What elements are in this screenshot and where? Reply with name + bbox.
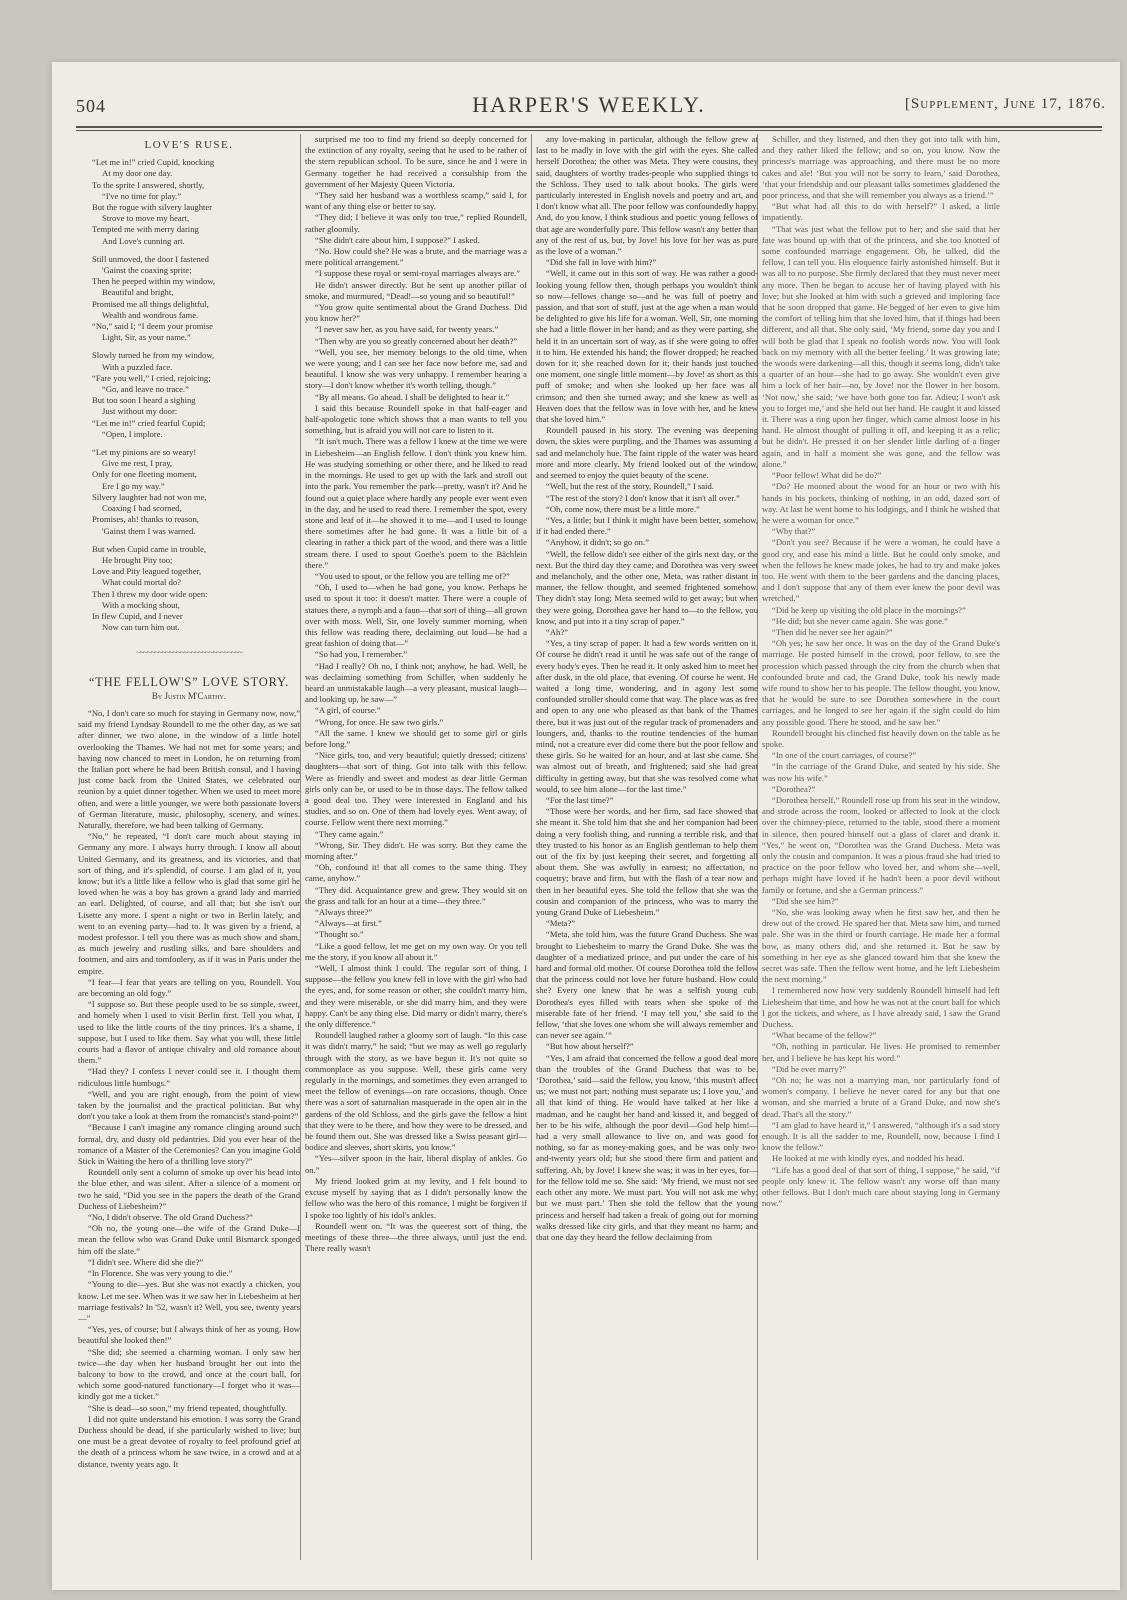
- poem-line: Coaxing I had scorned,: [102, 503, 182, 514]
- column-3: [536, 134, 758, 1572]
- article-paragraph: “You grow quite sentimental about the Grand Duchess. Did you know her?”: [305, 302, 527, 324]
- page-number: 504: [76, 96, 106, 116]
- poem-line: Then I threw my door wide open:: [92, 588, 208, 599]
- article-paragraph: “So had you, I remember.”: [315, 649, 408, 660]
- article-paragraph: I remembered now how very suddenly Roundell himself had left Liebesheim that time, and how he was not at the court ball for which I got the tickets, and where, as I have already said, I saw the Grand Duchess.: [762, 985, 1000, 1030]
- article-paragraph: “Yes, a little; but I think it might have been better, somehow, if it had ended there.”: [536, 514, 758, 537]
- poem-line: “Fare you well,” I cried, rejoicing;: [92, 372, 211, 383]
- column-divider: [531, 134, 532, 1560]
- article-paragraph: “Had I really? Oh no, I think not; anyhow, he had. Well, he was declaiming something from Schiller, when suddenly he heard an unmistakable laugh—a very pleasant, musical laugh—and looking up, he saw—”: [305, 660, 527, 705]
- poem-stanza: [92, 447, 300, 537]
- article-paragraph: “Yes, a tiny scrap of paper. It had a few words written on it. Of course he didn't read it until he was safe out of the range of every body's eyes. Then he read it. It only asked him to meet her after dusk, in the old place, that evening. Of course he went. He waited a long time, wondering, and in agony lest some confounded stroller should come that way. The place was as free and open to any one who pleased as that bank of the Thames there, but it was just out of the regular track of promenaders and loungers, and, thanks to the routine tendencies of the human mind, not a creature ever did come there but the poor fellow and these girls. So he waited for an hour, and at last she came. She was almost out of breath, and frightened; said she had great difficulty in getting away, but that she was resolved come what would, to see him alone—for the last time.”: [536, 638, 758, 794]
- article-paragraph: “He did; but she never came again. She was gone.”: [772, 615, 948, 626]
- poem-line: In flew Cupid, and I never: [92, 610, 183, 621]
- poem-line: Wealth and wondrous fame.: [102, 309, 199, 320]
- article-paragraph: “Oh no; he was not a marrying man, nor particularly fond of women's company. I believe he never cared for any but that one woman, and she married a brute of a Grand Duke, and now she's dead. That's all the story.”: [762, 1075, 1000, 1119]
- article-paragraph: any love-making in particular, although the fellow grew at last to be madly in love with the girl with the eyes. She called herself Dorothea; the other was Meta. They were cousins, they said, daughters of worthy trades-people who supplied things to the Schloss. They used to talk about books. The girls were particularly interested in English novels and poetry and art, and I don't know what all. The poor fellow was confoundedly happy. And, do you know, I think studious and poetic young fellows of that age are wonderfully pure. This fellow wasn't any better than any of the rest of us, but, by Jove! his love for her was as pure as the love of a woman.”: [536, 134, 758, 257]
- poem-title: LOVE'S RUSE.: [144, 139, 234, 151]
- article-paragraph: “In the carriage of the Grand Duke, and seated by his side. She was now his wife.”: [762, 761, 1000, 783]
- article-paragraph: “Young to die—yes. But she was not exactly a chicken, you know. Let me see. When was it we saw her in Liebesheim at her marriage festivals? In '52, wasn't it? Well, you see, twenty years—”: [78, 1279, 300, 1323]
- article-paragraph: “Always three?”: [315, 907, 373, 918]
- poem-line: Then he peeped within my window,: [92, 276, 216, 287]
- poem-stanza: [92, 350, 300, 440]
- poem-line: Light, Sir, as your name.”: [102, 332, 191, 343]
- article-paragraph: “I suppose so. But these people used to be so simple, sweet, and homely when I used to visit Berlin first. Tell you what, I used to like the little courts of the tiny princes. It's a shame, I suppose, but I used to like them. Say what you will, these little courts had a flavor of antique chivalry and old romance about them.”: [78, 999, 300, 1066]
- article-paragraph: “No. How could she? He was a brute, and the marriage was a mere political arrangement.”: [305, 246, 527, 268]
- article-paragraph: Schiller, and they listened, and then they got into talk with him, and they rather liked the fellow; and so on, you know. Now the princess's marriage was approaching, and there must be no more cakes and ale! ‘But you will not be sorry to learn,’ said Dorothea, ‘that your friendship and our pleasant talks sometimes gladdened the poor princess, and that she will remember you always as a friend.’”: [762, 134, 1000, 201]
- article-paragraph: “You used to spout, or the fellow you are telling me of?”: [315, 570, 510, 581]
- article-paragraph: “Thought so.”: [315, 929, 364, 940]
- column-divider: [300, 134, 301, 1560]
- poem-line: With a puzzled face.: [102, 361, 173, 372]
- article-paragraph: “It isn't much. There was a fellow I knew at the time we were in Liebesheim—an English fellow. I don't think you knew him. He was studying something or other there, and he liked to read in the mornings. He used to get up with the lark and stroll out into the park. You remember the park—pretty, wasn't it? And he found out a quiet place where hardly any people ever went even in the day, and he used to read there. I remember the spot, every stone and leaf of it—he showed it to me—and I used to lounge there sometimes after he had gone. It was a little bit of a clearing in rather a thick part of the wood, and there was a little stream there. I used to spout Goethe's poem to the Bächlein there.”: [305, 436, 527, 570]
- poem-line: Slowly turned he from my window,: [92, 350, 215, 361]
- article-paragraph: “I am glad to have heard it,” I answered, “although it's a sad story enough. It is all the sadder to me, Roundell, now, because I find I know the fellow.”: [762, 1119, 1000, 1153]
- poem-stanza: [92, 254, 300, 344]
- article-paragraph: Roundell only sent a column of smoke up over his head into the blue ether, and was silent. After a silence of a moment or two he said, “Did you see in the papers the death of the Grand Duchess of Liebesheim?”: [78, 1167, 300, 1211]
- article-paragraph: “Then why are you so greatly concerned about her death?”: [315, 335, 518, 346]
- article-paragraph: “Dorothea?”: [772, 783, 816, 794]
- article-paragraph: “Well, and you are right enough, from the point of view taken by the journalist and the practical politician. But why don't you take a look at them from the romancist's stand-point?”: [78, 1088, 300, 1122]
- article-paragraph: “Did she see him?”: [772, 895, 839, 906]
- article-paragraph: “Poor fellow! What did he do?”: [772, 470, 882, 481]
- article-paragraph: “The rest of the story? I don't know that it isn't all over.”: [546, 492, 740, 503]
- article-paragraph: Roundell laughed rather a gloomy sort of laugh. “In this case it was didn't marry,” he said; “but we may as well go regularly through with the story, as we have begun it. It's not quite so commonplace as you suppose. Well, these girls came very regularly in the mornings, and sometimes they even arranged to meet the fellow of evenings—on rare occasions, though. Once there was a sort of saturnalian masquerade in the open air in the gardens of the old Schloss, and the girls gave the fellow a hint that they were to be there, and how they were to be dressed, and he found them out. She was dressed like a Swiss peasant girl—bodice and sleeves, short skirts, you know.”: [305, 1030, 527, 1153]
- article-paragraph: “A girl, of course.”: [315, 705, 381, 716]
- article-paragraph: “No, she was looking away when he first saw her, and then he drew out of the crowd. He spared her that. Meta saw him, and turned pale. She was in the third or fourth carriage. He made her a formal bow, as many others did, and she returned it. But he saw by something in her eye as she glanced toward him that she knew the secret was safe. Then the fellow went home, and he left Liebesheim the next morning.”: [762, 907, 1000, 985]
- story-title: “THE FELLOW'S” LOVE STORY.: [88, 674, 290, 689]
- byline: By Justin M'Carthy.: [151, 690, 227, 701]
- article-paragraph: “Meta?”: [546, 918, 576, 929]
- article-paragraph: “Ah?”: [546, 626, 568, 637]
- masthead-rule: [76, 126, 1102, 131]
- column-1: [78, 134, 300, 1572]
- poem-line: “Let my pinions are so weary!: [92, 447, 197, 458]
- article-paragraph: “Because I can't imagine any romance clinging around such formal, dry, and dusty old pedantries. Did you ever hear of the romance of a Master of the Ceremonies? Can you imagine Gold Stick in Waiting the hero of a thrilling love story?”: [78, 1122, 300, 1167]
- poem-line: But too soon I heard a sighing: [92, 395, 196, 406]
- poem-line: Now can turn him out.: [102, 622, 180, 633]
- poem-line: At my door one day.: [102, 168, 173, 179]
- article-paragraph: “Oh, I used to—when he had gone, you know. Perhaps he used to spout it too: it doesn't matter. There were a couple of statues there, a nymph and a faun—that sort of thing—all grown over with moss. Well, Sir, one lovely summer morning, when this fellow was reading there, declaiming out loud—he had a great fashion of doing that—”: [305, 582, 527, 649]
- article-paragraph: “Meta, she told him, was the future Grand Duchess. She was brought to Liebesheim to marry the Grand Duke. She was the daughter of a mediatized prince, and put under the care of his hard and formal old mother. Of course Dorothea told the fellow that the princess could not love her future husband. How could she? Every one knew that he was a selfish young cub. Dorothea's eyes filled with tears when she spoke of the miserable fate of her friend. ‘I may tell you,’ she said to the fellow, ‘that she loves one whom she will always remember and can never see again.’”: [536, 929, 758, 1041]
- article-paragraph: “Oh, confound it! that all comes to the same thing. They came, anyhow.”: [305, 862, 527, 884]
- article-paragraph: “Oh, come now, there must be a little more.”: [546, 503, 700, 514]
- article-paragraph: “But what had all this to do with herself?” I asked, a little impatiently.: [762, 201, 1000, 223]
- poem-line: What could mortal do?: [102, 577, 181, 588]
- poem-line: Give me rest, I pray,: [102, 458, 173, 469]
- article-paragraph: I did not quite understand his emotion. I was sorry the Grand Duchess should be dead, if she particularly wished to live; but one must be a great devotee of royalty to feel profound grief at the death of a princess whom he saw twice, in a crowd and at a distance, twenty years ago. It: [78, 1413, 300, 1469]
- article-paragraph: “She didn't care about him, I suppose?” I asked.: [315, 234, 480, 245]
- article-paragraph: “Oh, nothing in particular. He lives. He promised to remember her, and I believe he has kept his word.”: [762, 1041, 1000, 1063]
- newspaper-page: [52, 62, 1120, 1590]
- column-4: [762, 134, 1000, 1572]
- poem-line: “Go, and leave no trace.”: [102, 384, 189, 395]
- article-paragraph: “In Florence. She was very young to die.”: [88, 1268, 233, 1279]
- article-paragraph: “That was just what the fellow put to her; and she said that her fate was bound up with that of the princess, and she too knotted of some confounded marriage engagement. Oh, he talked, did the fellow, I can tell you. His eloquence fairly astonished himself. But it was all to no purpose. She firmly declared that they must never meet any more. Then he began to accuse her of having played with his love; but she looked at him with such a grieved and imploring face that he soon dropped that game. He begged of her even to give him the comfort of telling him that she loved him, that if things had been different, and all that. She only said, ‘My friend, some day you and I will both be glad that I speak no foolish words now. You will look back on my memory with all the better feeling.’ It was growing late; the woods were darkening—all this, though it seems long, didn't take a quarter of an hour—she had to go away. She wouldn't even give him a lock of her hair—no, by Jove! nor the flower in her bosom. ‘Not now,’ she said; ‘we have both gone too far. Adieu; I won't ask you to forget me,’ and she held out her hand. He caught it and kissed it. There was a ring upon her finger, which came almost loose in his hand. He almost thought of pulling it off, and keeping it as a relic; but he didn't. He pressed it on her slender little darling of a finger again, and in half a moment she was gone, and the fellow was alone.”: [762, 223, 1000, 469]
- article-paragraph: “What became of the fellow?”: [772, 1030, 877, 1041]
- article-paragraph: “Well, but the rest of the story, Roundell,” I said.: [546, 481, 714, 492]
- article-paragraph: “No, I don't care so much for staying in Germany now, now,” said my friend Lyndsay Roundell to me the other day, as we sat after dinner, we two alone, in the window of a little hotel overlooking the Thames. We had not met for some years; and having now chanced to meet in London, he on returning from the Italian port where he had been British consul, and I having just come back from the United States, we celebrated our reunion by a quiet dinner together. When we used to meet more often, and were a little younger, we were both passionate lovers of German literature, music, philosophy, scenery, and wines. Naturally, therefore, we had been talking of Germany.: [78, 707, 300, 830]
- article-body: [78, 708, 300, 1470]
- poem-line: “Let me in!” cried Cupid, knocking: [92, 157, 215, 168]
- article-paragraph: “All the same. I knew we should get to some girl or girls before long.”: [305, 727, 527, 749]
- poem-stanza: [92, 157, 300, 247]
- article-paragraph: “Did he ever marry?”: [772, 1063, 847, 1074]
- article-paragraph: “I suppose these royal or semi-royal marriages always are.”: [315, 268, 520, 279]
- article-paragraph: “No,” he repeated, “I don't care much about staying in Germany any more. I always hurry through. I know all about United Germany, and its greatness, and its victories, and that sort of thing, and it's splendid, of course. I am glad of it, you know; but it's a little like a fellow who is glad that some girl he loved when he was a boy has grown a grand lady and married an earl. Delighted, of course, and all that; but she isn't our Lisette any more. I spent a night or two in Berlin lately, and went to an evening party—had to. It was given by a friend, a modest professor. I tell you there was as much show and sham, as much jewelry and rustling silks, and bare shoulders and footmen, and airs and tomfoolery, as if it was in Paris under the empire.: [78, 831, 300, 976]
- article-paragraph: “For the last time?”: [546, 794, 614, 805]
- poem-line: Ere I go my way.”: [102, 480, 165, 491]
- dateline: [Supplement, June 17, 1876.: [904, 96, 1106, 112]
- poem-line: Love and Pity leagued together,: [92, 566, 202, 577]
- article-paragraph: “Did he keep up visiting the old place in the mornings?”: [772, 604, 966, 615]
- poem-body: [78, 157, 300, 633]
- article-paragraph: “She is dead—so soon,” my friend repeated, thoughtfully.: [88, 1402, 287, 1413]
- poem-line: He brought Pity too;: [102, 554, 173, 565]
- article-paragraph: “I fear—I fear that years are telling on you, Roundell. You are becoming an old fogy.”: [78, 976, 300, 999]
- article-paragraph: “They did; I believe it was only too true,” replied Roundell, rather gloomily.: [305, 212, 527, 234]
- article-paragraph: “Oh no, the young one—the wife of the Grand Duke—I mean the fellow who was Grand Duke until Bismarck sponged him off the slate.”: [78, 1223, 300, 1256]
- article-paragraph: Roundell brought his clinched fist heavily down on the table as he spoke.: [762, 727, 1000, 749]
- poem-line: Strove to move my heart,: [102, 213, 190, 224]
- poem-line: Promises, ah! thanks to reason,: [92, 514, 199, 525]
- article-paragraph: “Well, it came out in this sort of way. He was rather a good-looking young fellow then, though perhaps you wouldn't think so now—fellows change so—and he was full of poetry and passion, and that sort of stuff, just at the age when a man would be delighted to give his life for a woman. Well, Sir, one morning she had a little flower in her hand; and as they were parting, she held it in an uncertain sort of way, as if she were going to offer it to him. He extended his hand; the flower dropped; he reached down for it; she reached down for it; their hands just touched one moment, one single little moment—by Jove! as short as this puff of smoke; and when she looked up her face was all crimson; and then she turned away; and she knew as well as Heaven does that the fellow was in love with her, and he knew that she loved him.”: [536, 268, 758, 425]
- poem-line: But the rogue with silvery laughter: [92, 202, 213, 213]
- poem-line: “Open, I implore.: [102, 428, 163, 439]
- article-paragraph: “Always—at first.”: [315, 918, 382, 929]
- article-paragraph: He looked at me with kindly eyes, and nodded his head.: [772, 1153, 965, 1164]
- article-paragraph: “I never saw her, as you have said, for twenty years.”: [315, 324, 499, 335]
- article-paragraph: “Those were her words, and her firm, sad face showed that she meant it. She told him that she and her companion had been doing a very foolish thing, and running a terrible risk, and that they trusted to his honor as an English gentleman to help them out of the fix by just keeping their secret, and forgetting all about them. She was awfully in earnest; no affectation, no coquetry; brave and firm, but with the flash of a tear now and then in her beautiful eyes. She told the fellow that she was the cousin and companion of the princess, who was to marry the young Grand Duke of Liebesheim.”: [536, 806, 758, 918]
- article-paragraph: “Well, I almost think I could. The regular sort of thing, I suppose—the fellow you knew fell in love with the girl who had the eyes, and, for some reason or other, she couldn't marry him, and they were miserable, or she did marry him, and they were happy. Can't be any thing else. Did marry or didn't marry, there's the only difference.”: [305, 963, 527, 1030]
- poem-line: “I've no time for play.”: [102, 190, 182, 201]
- poem-line: “No,” said I; “I deem your promise: [92, 321, 213, 332]
- article-paragraph: surprised me too to find my friend so deeply concerned for the extinction of any royalty, seeing that he used to be rather of the stern republican school. To be sure, since he and I were in Germany together he had received a consulship from the government of her Majesty Queen Victoria.: [305, 134, 527, 189]
- article-paragraph: “Well, you see, her memory belongs to the old time, when we were young; and I can see her face now before me, sad and beautiful. I know she was very unhappy. I remember hearing a story—I don't know whether it's worth telling, though.”: [305, 346, 527, 391]
- article-paragraph: “But how about herself?”: [546, 1041, 634, 1052]
- poem-line: But when Cupid came in trouble,: [92, 543, 207, 554]
- article-paragraph: “Do? He mooned about the wood for an hour or two with his hands in his pockets, thinking of nothing, in an odd, dazed sort of way. At last he went home to his lodgings, and I think he wished that he were a woman for once.”: [762, 481, 1000, 525]
- masthead: [72, 92, 1106, 122]
- poem-line: With a mocking shout,: [102, 599, 180, 610]
- article-paragraph: “In one of the court carriages, of course?”: [772, 750, 917, 761]
- article-paragraph: “Well, the fellow didn't see either of the girls next day, or the next. But the third day they came; and Dorothea was very sweet and melancholy, and the other one, Meta, was rather distant in manner, the fellow thought, and seemed frightened somehow. They didn't stay long; Meta seemed wild to get away; but when they were going, Dorothea gave her hand to—to the fellow, you know, and put into it a tiny scrap of paper.”: [536, 548, 758, 626]
- article-paragraph: My friend looked grim at my levity, and I felt bound to excuse myself by saying that as I didn't personally know the fellow who was the hero of this romance, I might be forgiven if I spoke too lightly of his idol's ankles.: [305, 1175, 527, 1220]
- poem-line: Just without my door:: [102, 406, 178, 417]
- article-paragraph: “Oh yes; he saw her once. It was on the day of the Grand Duke's marriage. He posted himself in the crowd, poor fellow, to see the procession which passed through the city from the church when that confounded brute and cad, the Grand Duke, took his newly made wife round to show her to his people. The fellow thought, you know, that he would be sure to see Dorothea somewhere in the court carriages, and he longed to see her again if the sight could do him any possible good. There he stood, and he saw her.”: [762, 638, 1000, 727]
- article-paragraph: “Did she fall in love with him?”: [546, 257, 657, 268]
- article-paragraph: Roundell went on. “It was the queerest sort of thing, the meetings of these three—the three always, until just the end. There really wasn't: [305, 1220, 527, 1254]
- article-paragraph: “Don't you see? Because if he were a woman, he could have a good cry, and ease his mind a little. But he could only smoke, and when the fellows he knew made jokes, he had to try and make jokes too. He went with them to the beer gardens and the dancing places, and I don't suppose that any of them ever knew the poor devil was wretched.”: [762, 537, 1000, 604]
- article-paragraph: “Why that?”: [772, 526, 816, 537]
- article-paragraph: “Dorothea herself.” Roundell rose up from his seat in the window, and strode across the room, looked or affected to look at the clock over the chimney-piece, returned to the table, stood there a moment in silence, then poured himself out a glass of claret and drank it. “Yes,” he went on, “Dorothea was the Grand Duchess. Meta was only the cousin and companion. It was a pious fraud she had tried to practice on the poor fellow who loved her, and whom she—well, perhaps might have loved if he hadn't been a poor devil without family or fortune, and she a German princess.”: [762, 794, 1000, 895]
- article-paragraph: He didn't answer directly. But he sent up another pillar of smoke, and murmured, “Dead!—so young and so beautiful!”: [305, 279, 527, 301]
- poem-line: To the sprite I answered, shortly,: [92, 179, 205, 190]
- article-paragraph: “No, I didn't observe. The old Grand Duchess?”: [88, 1212, 253, 1223]
- article-paragraph: “Like a good fellow, let me get on my own way. Or you tell me the story, if you know all about it.”: [305, 940, 527, 962]
- article-paragraph: “Then did he never see her again?”: [772, 626, 893, 637]
- article-paragraph: “I didn't see. Where did she die?”: [88, 1256, 204, 1267]
- article-paragraph: “Wrong, for once. He saw two girls.”: [315, 716, 444, 727]
- poem-line: Promised me all things delightful,: [92, 298, 209, 309]
- article-paragraph: “Nice girls, too, and very beautiful; quietly dressed; citizens' daughters—that sort of thing. Got into talk with this fellow. Were as friendly and sweet and modest as dear little German girls only can be, or used to be in those days. The fellow talked a good deal too. They were interested in England and his studies, and so on. One of them had lovely eyes. Went away, of course. Fellow went there next morning.”: [305, 750, 527, 828]
- article-paragraph: “By all means. Go ahead. I shall be delighted to hear it.”: [315, 391, 510, 402]
- article-paragraph: “They said her husband was a worthless scamp,” said I, for want of any thing else or better to say.: [305, 190, 527, 212]
- column-2: [305, 134, 527, 1572]
- article-paragraph: Roundell paused in his story. The evening was deepening down, the skies were purpling, and the Thames was assuming a sad and melancholy hue. The faint ripple of the water was heard more and more clearly. My friend looked out of the window, and seemed to enjoy the quiet beauty of the scene.: [536, 425, 758, 481]
- article-paragraph: “Life has a good deal of that sort of thing, I suppose,” he said, “if people only knew it. The fellow wasn't any worse off than many other fellows. But I don't much care about staying long in Germany now.”: [762, 1164, 1000, 1209]
- article-paragraph: “Yes, I am afraid that concerned the fellow a good deal more than the troubles of the Grand Duchess that was to be. ‘Dorothea,’ said—said the fellow, you know, ‘this mustn't affect us; we must not part; nothing must separate us; I love you,’ and all that kind of thing. He would have talked at her like a madman, and he caught her hand and kissed it, and begged of her to be his wife, although the poor devil—God help him!—had a very small allowance to live on, and was good for nothing, so far as money-making goes, and he was only two-and-twenty years old; but she stood there firm and patient and suffering. Ah, by Jove! I knew she was; it was in her eyes, for—for the fellow told me so. She said: ‘My friend, we must not see each other any more. We must part. You will not ask me why; but we must part.’ Then she told the fellow that the young princess and herself had taken a freak of going out for morning walks dressed like city girls, and that they meant no harm; and that one day they heard the fellow declaiming from: [536, 1052, 758, 1242]
- article-paragraph: “They did. Acquaintance grew and grew. They would sit on the grass and talk for an hour at a time—they three.”: [305, 884, 527, 906]
- article-paragraph: “Had they? I confess I never could see it. I thought them ridiculous little humbugs.”: [78, 1066, 300, 1088]
- poem-line: And Love's cunning art.: [102, 235, 185, 246]
- article-paragraph: “They came again.”: [315, 828, 384, 839]
- poem-line: Only for one fleeting moment,: [92, 469, 197, 480]
- article-paragraph: “Anyhow, it didn't; so go on.”: [546, 537, 649, 548]
- article-paragraph: “Wrong, Sir. They didn't. He was sorry. But they came the morning after.”: [305, 839, 527, 861]
- poem-line: “Let me in!” cried fearful Cupid;: [92, 417, 206, 428]
- article-paragraph: “Yes, yes, of course; but I always think of her as young. How beautiful she looked then!”: [78, 1324, 300, 1346]
- poem-stanza: [92, 544, 300, 634]
- section-divider: ~~~~~~~~~~~~~~~~~~~~~~~~~~~~~: [136, 647, 242, 658]
- poem-line: Silvery laughter had not won me,: [92, 491, 207, 502]
- article-paragraph: “She did; she seemed a charming woman. I only saw her twice—the day when her husband brought her out into the balcony to bow to the crowd, and once at the court ball, for which some good-natured functionary—I forget who it was—kindly got me a ticket.”: [78, 1346, 300, 1402]
- poem-line: Beautiful and bright,: [102, 287, 174, 298]
- article-paragraph: “Yes—silver spoon in the hair, liberal display of ankles. Go on.”: [305, 1153, 527, 1175]
- poem-line: Tempted me with merry daring: [92, 224, 199, 235]
- article-paragraph: I said this because Roundell spoke in that half-eager and half-apologetic tone which shows that a man wants to tell you something, but is afraid you will not care to listen to it.: [305, 402, 527, 436]
- poem-line: 'Gainst the coaxing sprite;: [102, 265, 192, 276]
- newspaper-title: HARPER'S WEEKLY.: [472, 92, 706, 117]
- poem-line: Still unmoved, the door I fastened: [92, 253, 209, 264]
- poem-line: 'Gainst them I was warned.: [102, 525, 196, 536]
